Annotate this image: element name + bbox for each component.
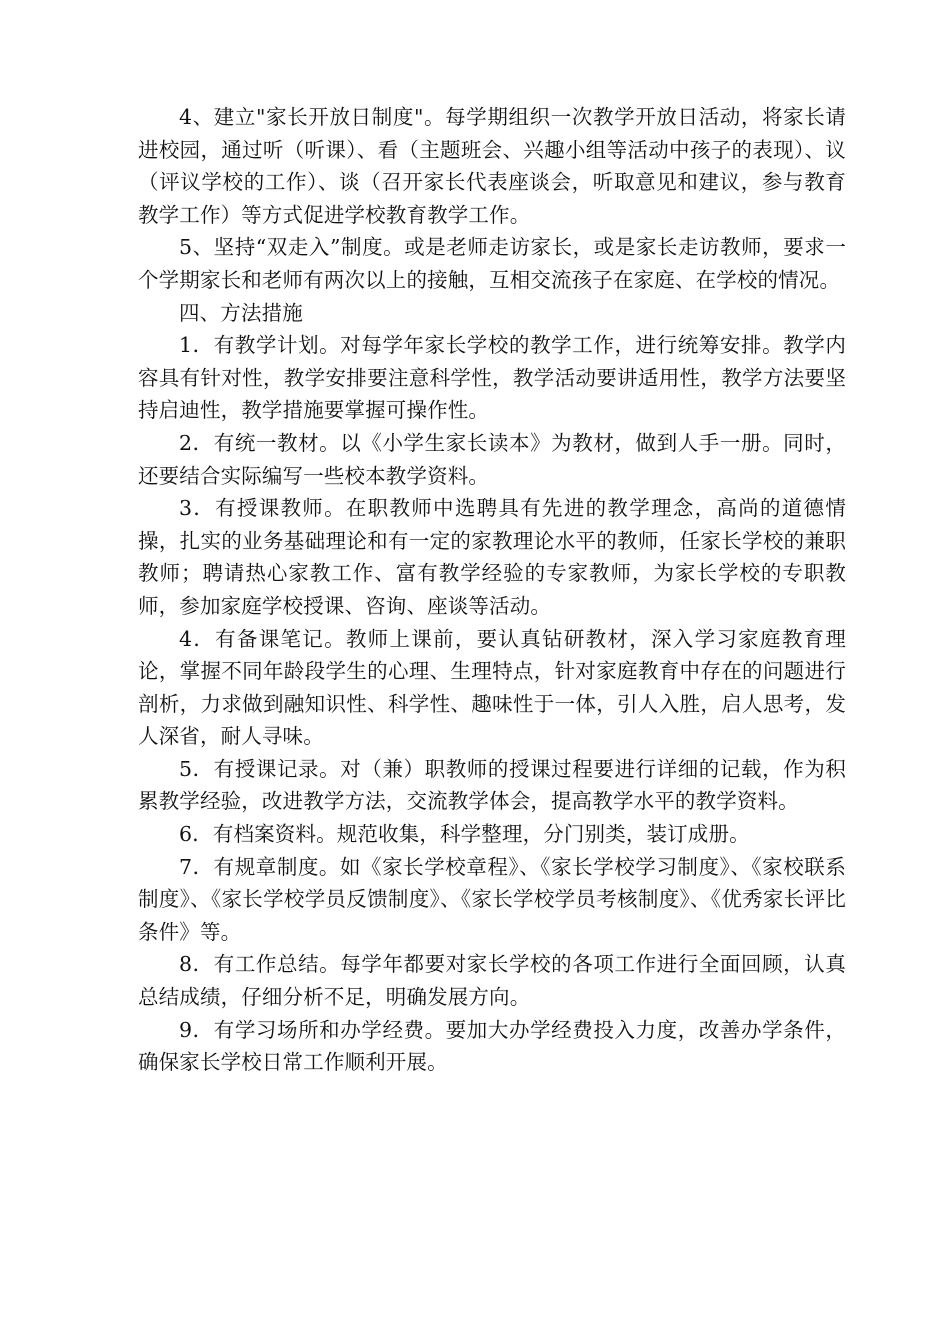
paragraph-archives: 6．有档案资料。规范收集，科学整理，分门别类，装订成册。 [179, 822, 750, 847]
paragraph-work-summary: 8．有工作总结。每学年都要对家长学校的各项工作进行全面回顾，认真总结成绩，仔细分析不足，明确发展方向。 [138, 952, 846, 1010]
paragraph-open-day-system: 4、建立"家长开放日制度"。每学期组织一次教学开放日活动，将家长请进校园，通过听（听课）、看（主题班会、兴趣小组等活动中孩子的表现）、议（评议学校的工作）、谈（召开家长代表座谈会，听取意见和建议，参与教育教学工作）等方式促进学校教育教学工作。 [138, 105, 846, 227]
paragraph-unified-textbook: 2．有统一教材。以《小学生家长读本》为教材，做到人手一册。同时，还要结合实际编写一些校本教学资料。 [138, 430, 846, 488]
paragraph-regulations: 7．有规章制度。如《家长学校章程》、《家长学校学习制度》、《家校联系制度》、《家长学校学员反馈制度》、《家长学校学员考核制度》、《优秀家长评比条件》等。 [138, 854, 846, 944]
paragraph-two-way-visit: 5、坚持“双走入”制度。或是老师走访家长，或是家长走访教师，要求一个学期家长和老师有两次以上的接触，互相交流孩子在家庭、在学校的情况。 [138, 235, 846, 292]
paragraph-teaching-records: 5．有授课记录。对（兼）职教师的授课过程要进行详细的记载，作为积累教学经验，改进教学方法，交流教学体会，提高教学水平的教学资料。 [138, 756, 846, 814]
document-body [138, 101, 846, 1079]
paragraph-teaching-plan: 1．有教学计划。对每学年家长学校的教学工作，进行统筹安排。教学内容具有针对性，教学安排要注意科学性，教学活动要讲适用性，教学方法要坚持启迪性，教学措施要掌握可操作性。 [138, 333, 846, 423]
paragraph-teachers: 3．有授课教师。在职教师中选聘具有先进的教学理念，高尚的道德情操，扎实的业务基础理论和有一定的家教理论水平的教师，任家长学校的兼职教师；聘请热心家教工作、富有教学经验的专家教师，为家长学校的专职教师，参加家庭学校授课、咨询、座谈等活动。 [138, 496, 846, 618]
paragraph-venue-funding: 9．有学习场所和办学经费。要加大办学经费投入力度，改善办学条件，确保家长学校日常工作顺利开展。 [138, 1017, 846, 1075]
section-heading-methods: 四、方法措施 [179, 300, 303, 325]
paragraph-lesson-notes: 4．有备课笔记。教师上课前，要认真钻研教材，深入学习家庭教育理论，掌握不同年龄段学生的心理、生理特点，针对家庭教育中存在的问题进行剖析，力求做到融知识性、科学性、趣味性于一体，引人入胜，启人思考，发人深省，耐人寻味。 [138, 626, 846, 749]
